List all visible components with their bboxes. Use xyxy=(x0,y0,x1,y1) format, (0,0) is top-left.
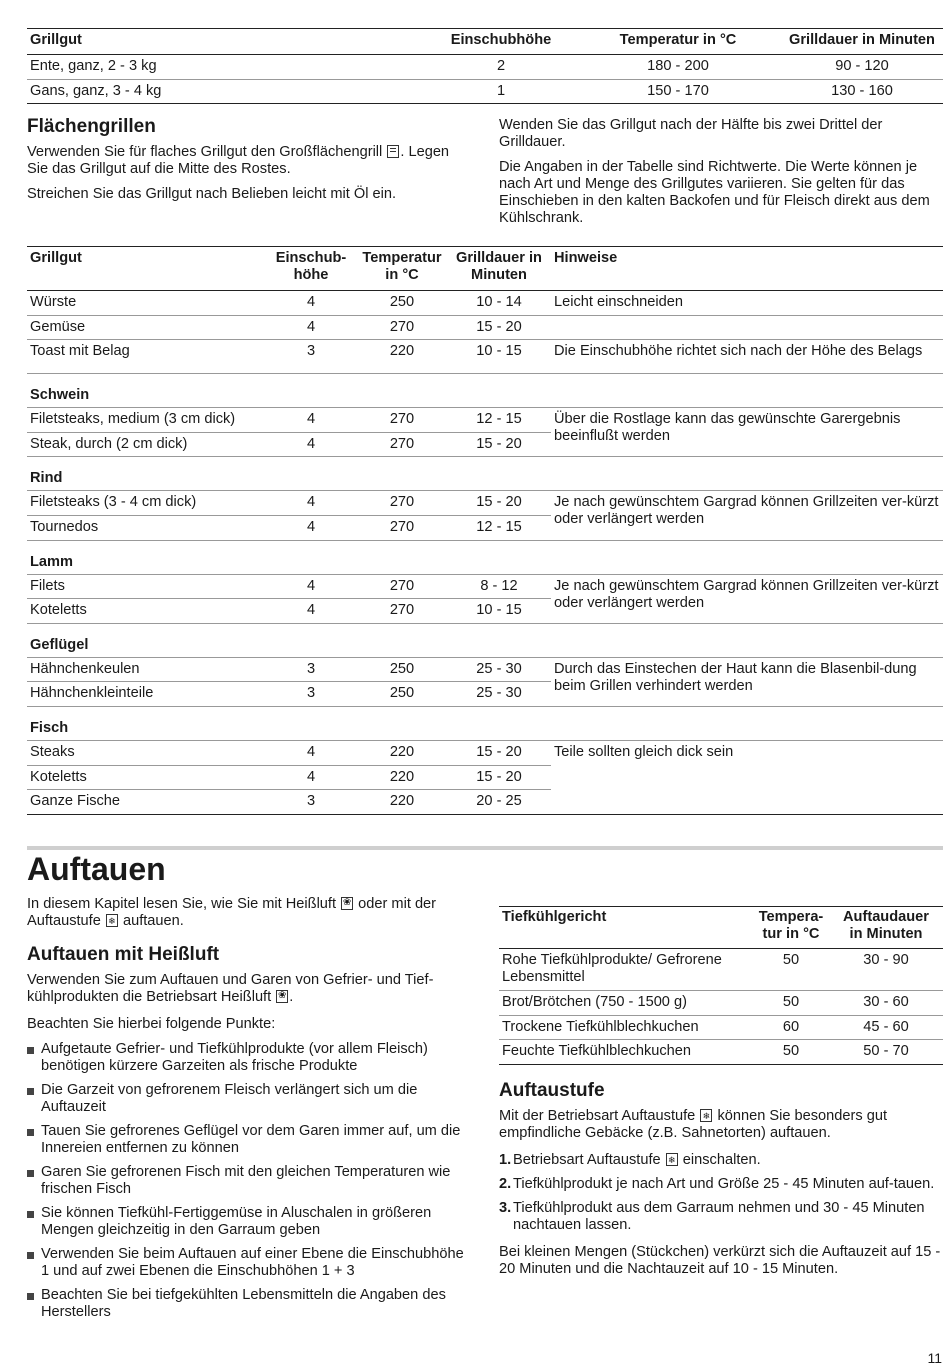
group-row-gefluegel xyxy=(27,623,943,657)
list-item: 3. Tiefkühlprodukt aus dem Garraum nehmen und 30 - 45 Minuten nachtauen lassen. xyxy=(499,1200,925,1233)
cell-time: 20 - 25 xyxy=(476,793,522,810)
cell-grillgut: Gemüse xyxy=(27,315,265,340)
cell-time: 15 - 20 xyxy=(447,740,551,765)
list-item: Sie können Tiefkühl-Fertiggemüse in Aluschalen in größeren Mengen gleichzeitig in den Garraum geben xyxy=(27,1205,467,1239)
cell-level: 4 xyxy=(265,491,357,516)
cell-note: Durch das Einstechen der Haut kann die Blasenbil-dung beim Grillen verhindert werden xyxy=(551,657,943,706)
cell-grillgut: Filets xyxy=(27,574,265,599)
table-row xyxy=(27,657,943,682)
header-grillgut: Grillgut xyxy=(27,247,265,291)
defrost-icon xyxy=(700,1109,712,1122)
cell-gericht: Brot/Brötchen (750 - 1500 g) xyxy=(499,991,753,1016)
cell-level: 3 xyxy=(265,340,357,374)
cell-time: 15 - 20 xyxy=(447,315,551,340)
group-title: Lamm xyxy=(27,540,943,574)
section-title-heissluft: Auftauen mit Heißluft xyxy=(27,944,220,965)
cell-note: Über die Rostlage kann das gewünschte Garergebnis beeinflußt werden xyxy=(551,408,943,457)
group-row-lamm xyxy=(27,540,943,574)
cell-temp: 270 xyxy=(357,574,447,599)
cell-grillgut: Würste xyxy=(27,291,265,316)
table-auftauen xyxy=(499,906,943,1065)
cell-grillgut: Steaks xyxy=(27,740,265,765)
page-number: 11 xyxy=(927,1350,942,1366)
cell-temp: 220 xyxy=(389,793,415,810)
cell-temp: 220 xyxy=(357,765,447,790)
table-row xyxy=(27,408,943,433)
cell-temp: 250 xyxy=(357,682,447,707)
cell-temp: 50 xyxy=(782,1043,800,1060)
header-temperatur: Temperatur in °C xyxy=(357,247,447,291)
cell-grillgut: Hähnchenkleinteile xyxy=(27,682,265,707)
cell-note: Leicht einschneiden xyxy=(551,291,943,316)
cell-gericht: Trockene Tiefkühlblechkuchen xyxy=(499,1015,753,1040)
cell-level: 3 xyxy=(306,793,316,810)
cell-grillgut: Ente, ganz, 2 - 3 kg xyxy=(27,55,427,80)
table-header-row xyxy=(27,247,943,291)
cell-gericht: Rohe Tiefkühlprodukte/ Gefrorene Lebensmittel xyxy=(499,949,753,991)
table-flaechengrillen xyxy=(27,246,943,815)
group-title: Schwein xyxy=(27,374,943,408)
defrost-icon xyxy=(106,914,118,927)
cell-temp: 50 xyxy=(753,991,829,1016)
flaechengrillen-paragraph-3: Wenden Sie das Grillgut nach der Hälfte bis zwei Drittel der Grilldauer. xyxy=(499,117,883,150)
flaechengrillen-right xyxy=(499,117,943,235)
flaechengrillen-paragraph-4: Die Angaben in der Tabelle sind Richtwerte. Die Werte können je nach Art und Menge des Grillgutes variieren. Sie gelten für das Einschieben in den kalten Backofen und für Fleisch direkt aus dem Kühlschrank. xyxy=(499,159,930,226)
cell-level: 4 xyxy=(265,599,357,624)
group-row-fisch xyxy=(27,706,943,740)
cell-note: Je nach gewünschtem Gargrad können Grillzeiten ver-kürzt oder verlängert werden xyxy=(551,574,943,623)
cell-note: Die Einschubhöhe richtet sich nach der Höhe des Belags xyxy=(551,340,943,374)
header-grillgut: Grillgut xyxy=(27,29,427,55)
cell-level: 4 xyxy=(265,408,357,433)
cell-time: 10 - 15 xyxy=(447,599,551,624)
table-row xyxy=(27,491,943,516)
cell-temp: 150 - 170 xyxy=(647,82,709,99)
cell-grillgut: Steak, durch (2 cm dick) xyxy=(27,432,265,457)
flaechengrillen-paragraph-1: Verwenden Sie für flaches Grillgut den Großflächengrill . Legen Sie das Grillgut auf die Mitte des Rostes. xyxy=(27,144,450,177)
cell-temp: 270 xyxy=(357,599,447,624)
group-title: Rind xyxy=(27,457,943,491)
cell-time: 25 - 30 xyxy=(447,657,551,682)
cell-note: Je nach gewünschtem Gargrad können Grillzeiten ver-kürzt oder verlängert werden xyxy=(551,491,943,540)
cell-temp: 270 xyxy=(357,408,447,433)
cell-temp: 220 xyxy=(357,340,447,374)
auftaustufe-section xyxy=(499,1080,943,1286)
cell-time: 15 - 20 xyxy=(447,765,551,790)
header-temperatur: Tempera- tur in °C xyxy=(753,907,829,949)
flaechengrillen-left xyxy=(27,116,467,211)
table-row xyxy=(499,1040,943,1065)
cell-temp: 270 xyxy=(357,515,447,540)
cell-time: 50 - 70 xyxy=(863,1043,909,1060)
cell-level: 3 xyxy=(265,657,357,682)
hot-air-fan-icon xyxy=(341,897,353,910)
cell-grillgut: Tournedos xyxy=(27,515,265,540)
cell-time: 25 - 30 xyxy=(447,682,551,707)
list-item: Die Garzeit von gefrorenem Fleisch verlängert sich um die Auftauzeit xyxy=(27,1082,467,1116)
cell-temp: 250 xyxy=(357,291,447,316)
cell-time: 10 - 15 xyxy=(447,340,551,374)
cell-level: 4 xyxy=(265,765,357,790)
cell-grillgut: Hähnchenkeulen xyxy=(27,657,265,682)
cell-note xyxy=(551,315,943,340)
defrost-icon xyxy=(666,1153,678,1166)
cell-temp: 50 xyxy=(753,949,829,991)
heissluft-bullet-list xyxy=(27,1041,467,1321)
cell-level: 4 xyxy=(265,574,357,599)
table-row xyxy=(27,340,943,374)
cell-level: 3 xyxy=(265,682,357,707)
cell-level: 4 xyxy=(265,432,357,457)
table-row xyxy=(27,291,943,316)
table-header-row xyxy=(27,29,943,55)
cell-time: 15 - 20 xyxy=(447,432,551,457)
cell-time: 8 - 12 xyxy=(447,574,551,599)
cell-level: 1 xyxy=(496,82,506,99)
table-row xyxy=(27,79,943,104)
section-divider xyxy=(27,846,943,850)
group-title: Geflügel xyxy=(27,623,943,657)
table-header-row xyxy=(499,907,943,949)
cell-grillgut: Koteletts xyxy=(27,599,265,624)
table-row xyxy=(27,315,943,340)
cell-level: 4 xyxy=(265,291,357,316)
table-row xyxy=(499,1015,943,1040)
cell-level: 2 xyxy=(427,55,575,80)
auftauen-intro: In diesem Kapitel lesen Sie, wie Sie mit Heißluft ❀ oder mit der Auftaustufe ❄ auftauen. xyxy=(27,896,467,930)
cell-grillgut: Toast mit Belag xyxy=(27,340,265,374)
cell-temp: 270 xyxy=(357,491,447,516)
table-grill-whole-birds xyxy=(27,28,943,104)
cell-temp: 250 xyxy=(357,657,447,682)
cell-note: Teile sollten gleich dick sein xyxy=(554,743,734,760)
table-row xyxy=(499,949,943,991)
hot-air-fan-icon xyxy=(276,990,288,1003)
cell-gericht: Feuchte Tiefkühlblechkuchen xyxy=(502,1043,692,1060)
cell-time: 15 - 20 xyxy=(447,491,551,516)
group-row-rind xyxy=(27,457,943,491)
list-item: 2. Tiefkühlprodukt je nach Art und Größe 25 - 45 Minuten auf-tauen. xyxy=(499,1176,935,1192)
cell-time: 30 - 60 xyxy=(829,991,943,1016)
header-temperatur: Temperatur in °C xyxy=(575,29,781,55)
auftaustufe-paragraph-1: Mit der Betriebsart Auftaustufe ❄ können Sie besonders gut empfindliche Gebäcke (z.B. Sahnetorten) auftauen. xyxy=(499,1108,943,1142)
table-row xyxy=(27,574,943,599)
cell-temp: 270 xyxy=(357,432,447,457)
table-row xyxy=(499,991,943,1016)
cell-time: 30 - 90 xyxy=(829,949,943,991)
cell-time: 10 - 14 xyxy=(447,291,551,316)
cell-grillgut: Filetsteaks, medium (3 cm dick) xyxy=(27,408,265,433)
cell-time: 12 - 15 xyxy=(447,408,551,433)
cell-temp: 60 xyxy=(753,1015,829,1040)
section-title-flaechengrillen: Flächengrillen xyxy=(27,116,156,137)
cell-grillgut: Filetsteaks (3 - 4 cm dick) xyxy=(27,491,265,516)
cell-level: 4 xyxy=(265,315,357,340)
list-item: Beachten Sie bei tiefgekühlten Lebensmitteln die Angaben des Herstellers xyxy=(27,1287,467,1321)
cell-grillgut: Gans, ganz, 3 - 4 kg xyxy=(30,82,162,99)
cell-temp: 180 - 200 xyxy=(575,55,781,80)
table-row xyxy=(27,740,943,765)
group-title: Fisch xyxy=(27,706,943,740)
header-auftaudauer: Auftaudauer in Minuten xyxy=(829,907,943,949)
cell-time: 45 - 60 xyxy=(829,1015,943,1040)
table-row xyxy=(27,55,943,80)
list-item: Tauen Sie gefrorenes Geflügel vor dem Garen immer auf, um die Innereien entfernen zu können xyxy=(27,1123,467,1157)
header-tiefkuehlgericht: Tiefkühlgericht xyxy=(499,907,753,949)
cell-grillgut: Koteletts xyxy=(27,765,265,790)
cell-time: 12 - 15 xyxy=(447,515,551,540)
header-einschubhoehe: Einschubhöhe xyxy=(427,29,575,55)
chapter-title-auftauen: Auftauen xyxy=(27,851,166,887)
heissluft-paragraph-2: Beachten Sie hierbei folgende Punkte: xyxy=(27,1016,276,1032)
auftauen-left-column xyxy=(27,896,467,1328)
cell-level: 4 xyxy=(265,515,357,540)
list-item: Aufgetaute Gefrier- und Tiefkühlprodukte (vor allem Fleisch) benötigen kürzere Garzeiten als frische Produkte xyxy=(27,1041,467,1075)
cell-temp: 220 xyxy=(357,740,447,765)
section-title-auftaustufe: Auftaustufe xyxy=(499,1080,605,1101)
cell-time: 130 - 160 xyxy=(831,82,893,99)
header-grilldauer: Grilldauer in Minuten xyxy=(781,29,943,55)
header-hinweise: Hinweise xyxy=(551,247,943,291)
cell-time: 90 - 120 xyxy=(781,55,943,80)
auftaustufe-steps xyxy=(499,1152,943,1234)
header-einschubhoehe: Einschub- höhe xyxy=(265,247,357,291)
list-item: Garen Sie gefrorenen Fisch mit den gleichen Temperaturen wie frischen Fisch xyxy=(27,1164,467,1198)
flaechengrillen-paragraph-2: Streichen Sie das Grillgut nach Belieben leicht mit Öl ein. xyxy=(27,186,397,202)
header-grilldauer: Grilldauer in Minuten xyxy=(447,247,551,291)
cell-level: 4 xyxy=(265,740,357,765)
group-row-schwein xyxy=(27,374,943,408)
list-item: Verwenden Sie beim Auftauen auf einer Ebene die Einschubhöhe 1 und auf zwei Ebenen die Einschubhöhen 1 + 3 xyxy=(27,1246,467,1280)
heissluft-paragraph-1: Verwenden Sie zum Auftauen und Garen von Gefrier- und Tief-kühlprodukten die Betriebsart Heißluft ❀ . xyxy=(27,972,467,1006)
cell-temp: 270 xyxy=(357,315,447,340)
auftaustufe-paragraph-2: Bei kleinen Mengen (Stückchen) verkürzt sich die Auftauzeit auf 15 - 20 Minuten und die Nachtauzeit auf 10 - 15 Minuten. xyxy=(499,1244,941,1277)
list-item: 1. Betriebsart Auftaustufe ❄ einschalten. xyxy=(499,1152,943,1169)
grill-icon xyxy=(387,145,399,158)
cell-grillgut: Ganze Fische xyxy=(30,793,121,810)
